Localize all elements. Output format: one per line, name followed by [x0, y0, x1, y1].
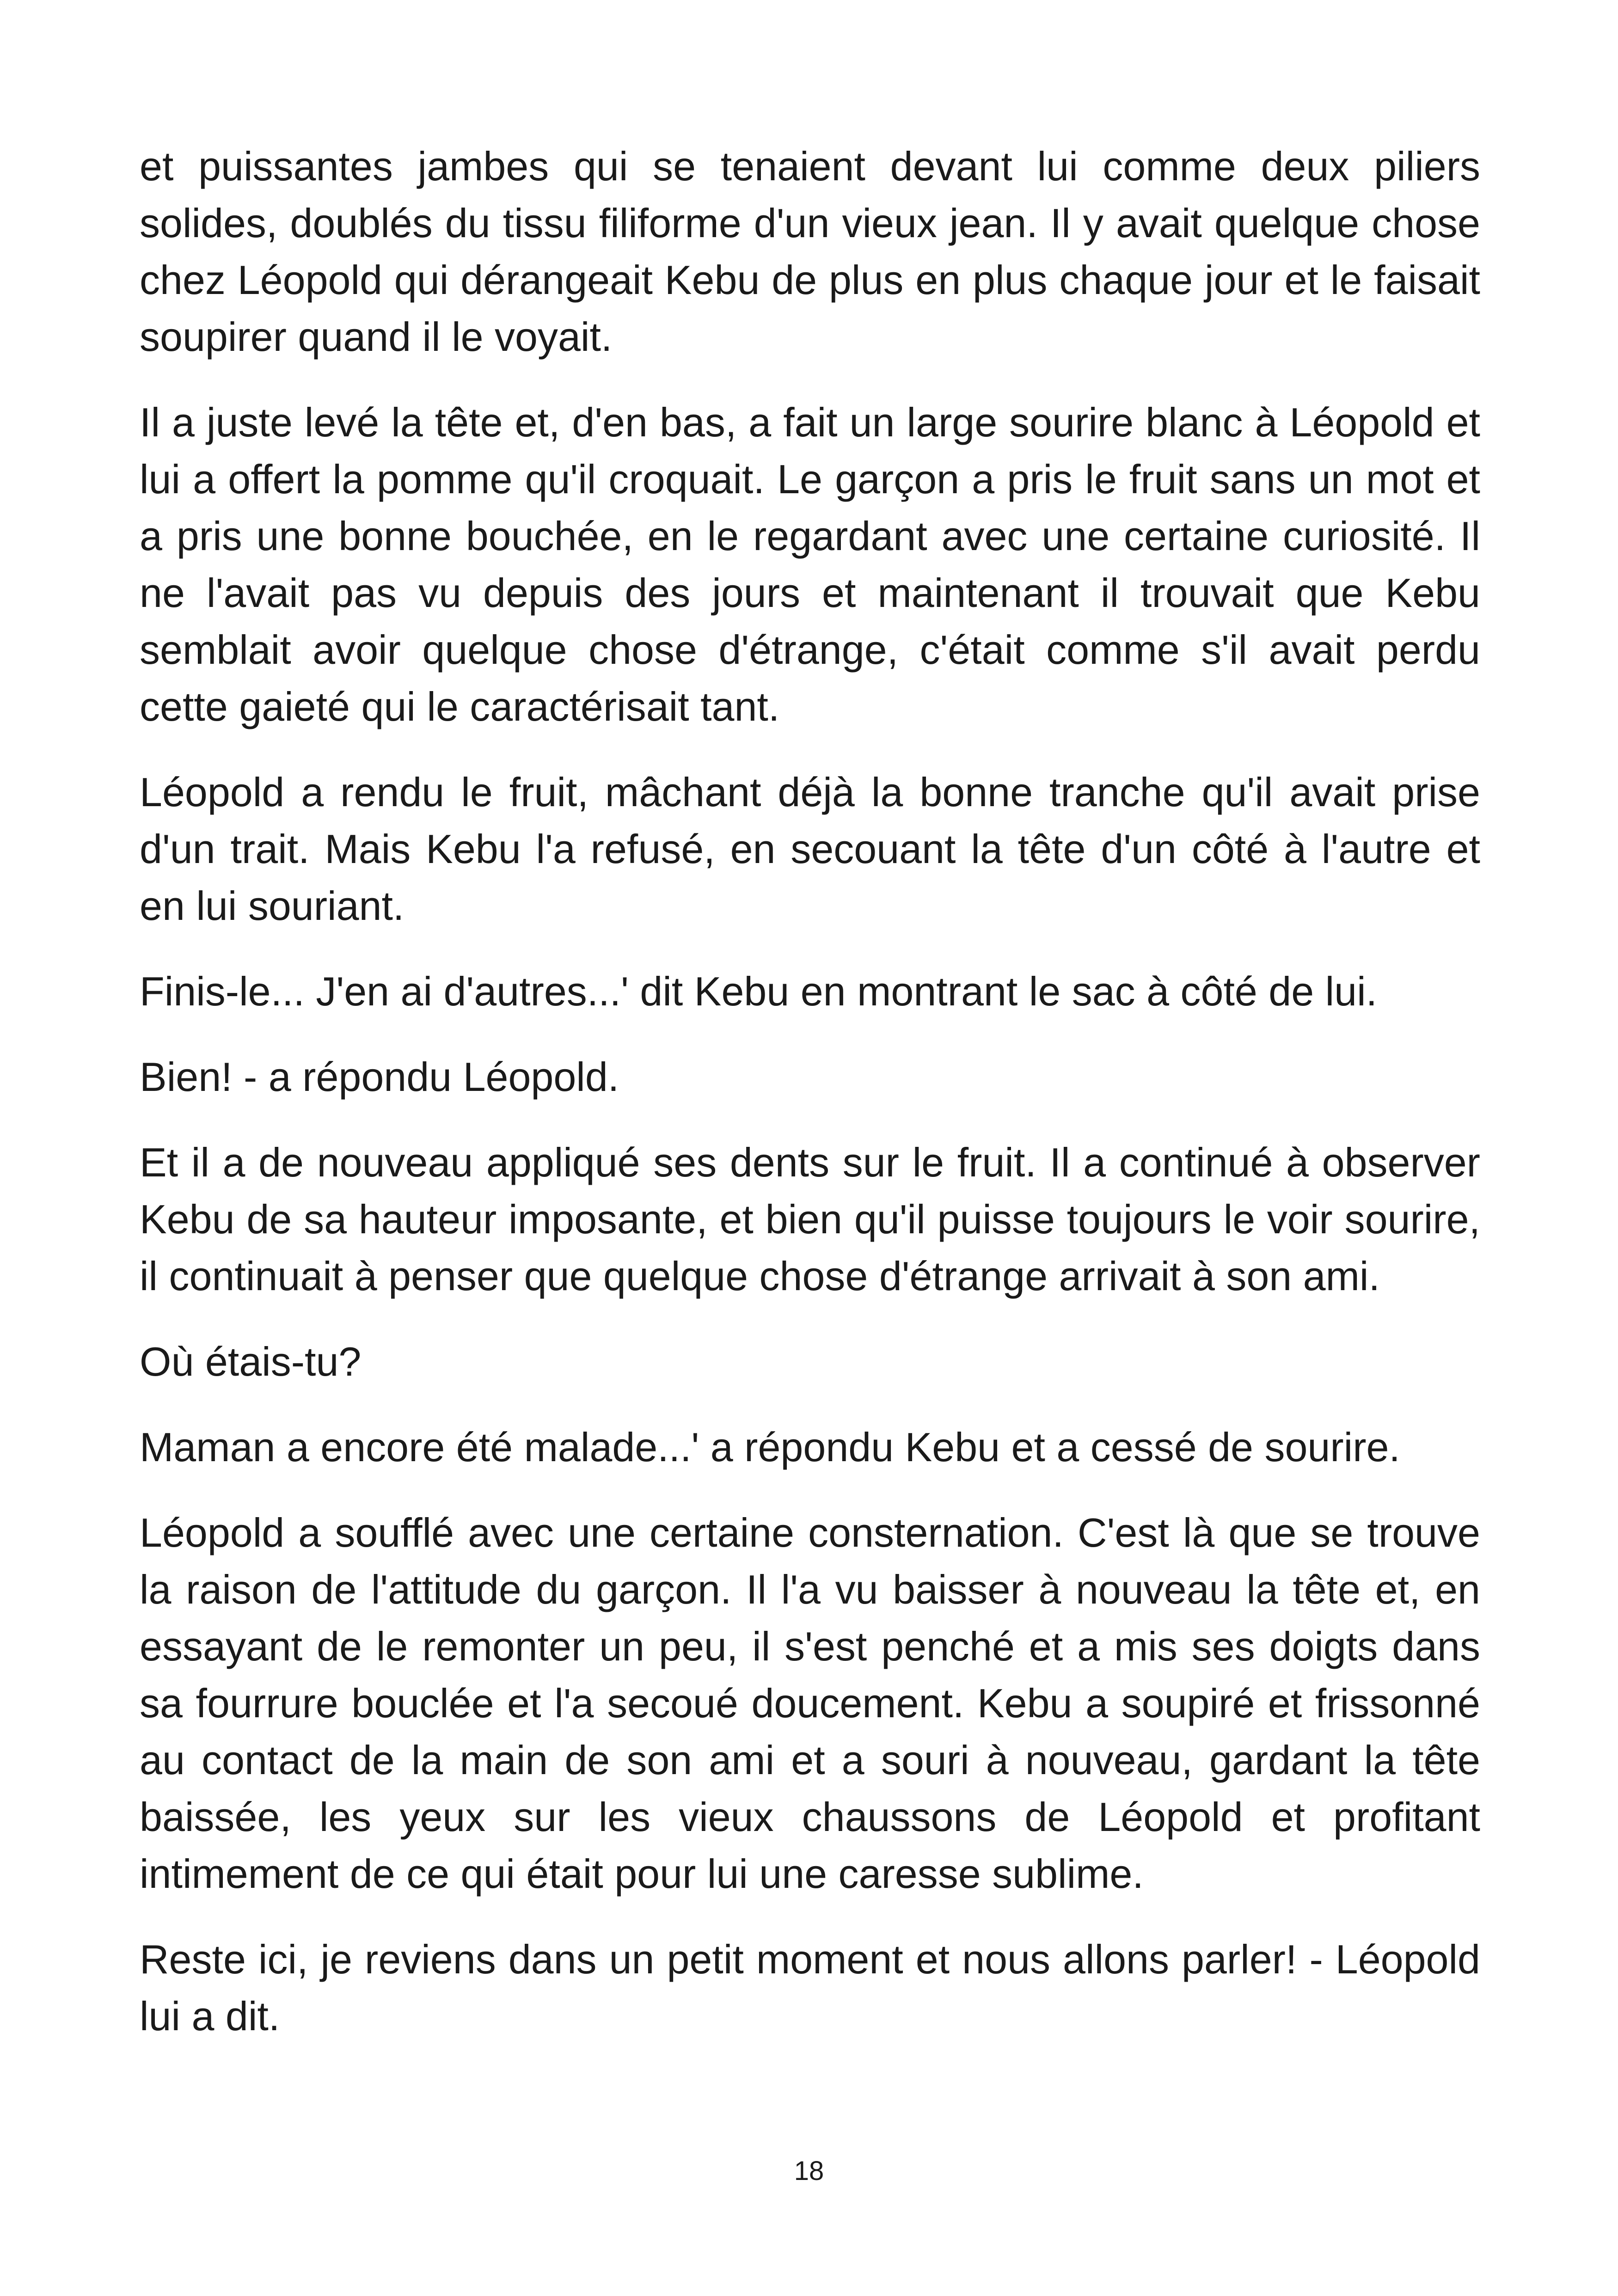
- paragraph: Il a juste levé la tête et, d'en bas, a fait un large sourire blanc à Léopold et lui a offert la pomme qu'il croquait. Le garçon a pris le fruit sans un mot et a pris une bonne bouchée, en le regardant avec une certaine curiosité. Il ne l'avait pas vu depuis des jours et maintenant il trouvait que Kebu semblait avoir quelque chose d'étrange, c'était comme s'il avait perdu cette gaieté qui le caractérisait tant.: [140, 399, 1480, 729]
- paragraph: Léopold a rendu le fruit, mâchant déjà la bonne tranche qu'il avait prise d'un trait. Mais Kebu l'a refusé, en secouant la tête d'un côté à l'autre et en lui souriant.: [140, 769, 1480, 929]
- page-number: 18: [794, 2156, 824, 2186]
- paragraph: Finis-le... J'en ai d'autres...' dit Kebu en montrant le sac à côté de lui.: [140, 968, 1378, 1014]
- paragraph: Bien! - a répondu Léopold.: [140, 1054, 619, 1100]
- paragraph: Et il a de nouveau appliqué ses dents sur le fruit. Il a continué à observer Kebu de sa hauteur imposante, et bien qu'il puisse toujours le voir sourire, il continuait à penser que quelque chose d'étrange arrivait à son ami.: [140, 1139, 1480, 1299]
- paragraph: Reste ici, je reviens dans un petit moment et nous allons parler! - Léopold lui a dit.: [140, 1936, 1480, 2039]
- body-text: [140, 138, 1480, 2073]
- paragraph: Maman a encore été malade...' a répondu Kebu et a cessé de sourire.: [140, 1424, 1400, 1470]
- paragraph: Où étais-tu?: [140, 1339, 362, 1384]
- paragraph: et puissantes jambes qui se tenaient devant lui comme deux piliers solides, doublés du tissu filiforme d'un vieux jean. Il y avait quelque chose chez Léopold qui dérangeait Kebu de plus en plus chaque jour et le faisait soupirer quand il le voyait.: [140, 143, 1480, 360]
- paragraph: Léopold a soufflé avec une certaine consternation. C'est là que se trouve la raison de l'attitude du garçon. Il l'a vu baisser à nouveau la tête et, en essayant de le remonter un peu, il s'est penché et a mis ses doigts dans sa fourrure bouclée et l'a secoué doucement. Kebu a soupiré et frissonné au contact de la main de son ami et a souri à nouveau, gardant la tête baissée, les yeux sur les vieux chaussons de Léopold et profitant intimement de ce qui était pour lui une caresse sublime.: [140, 1510, 1480, 1897]
